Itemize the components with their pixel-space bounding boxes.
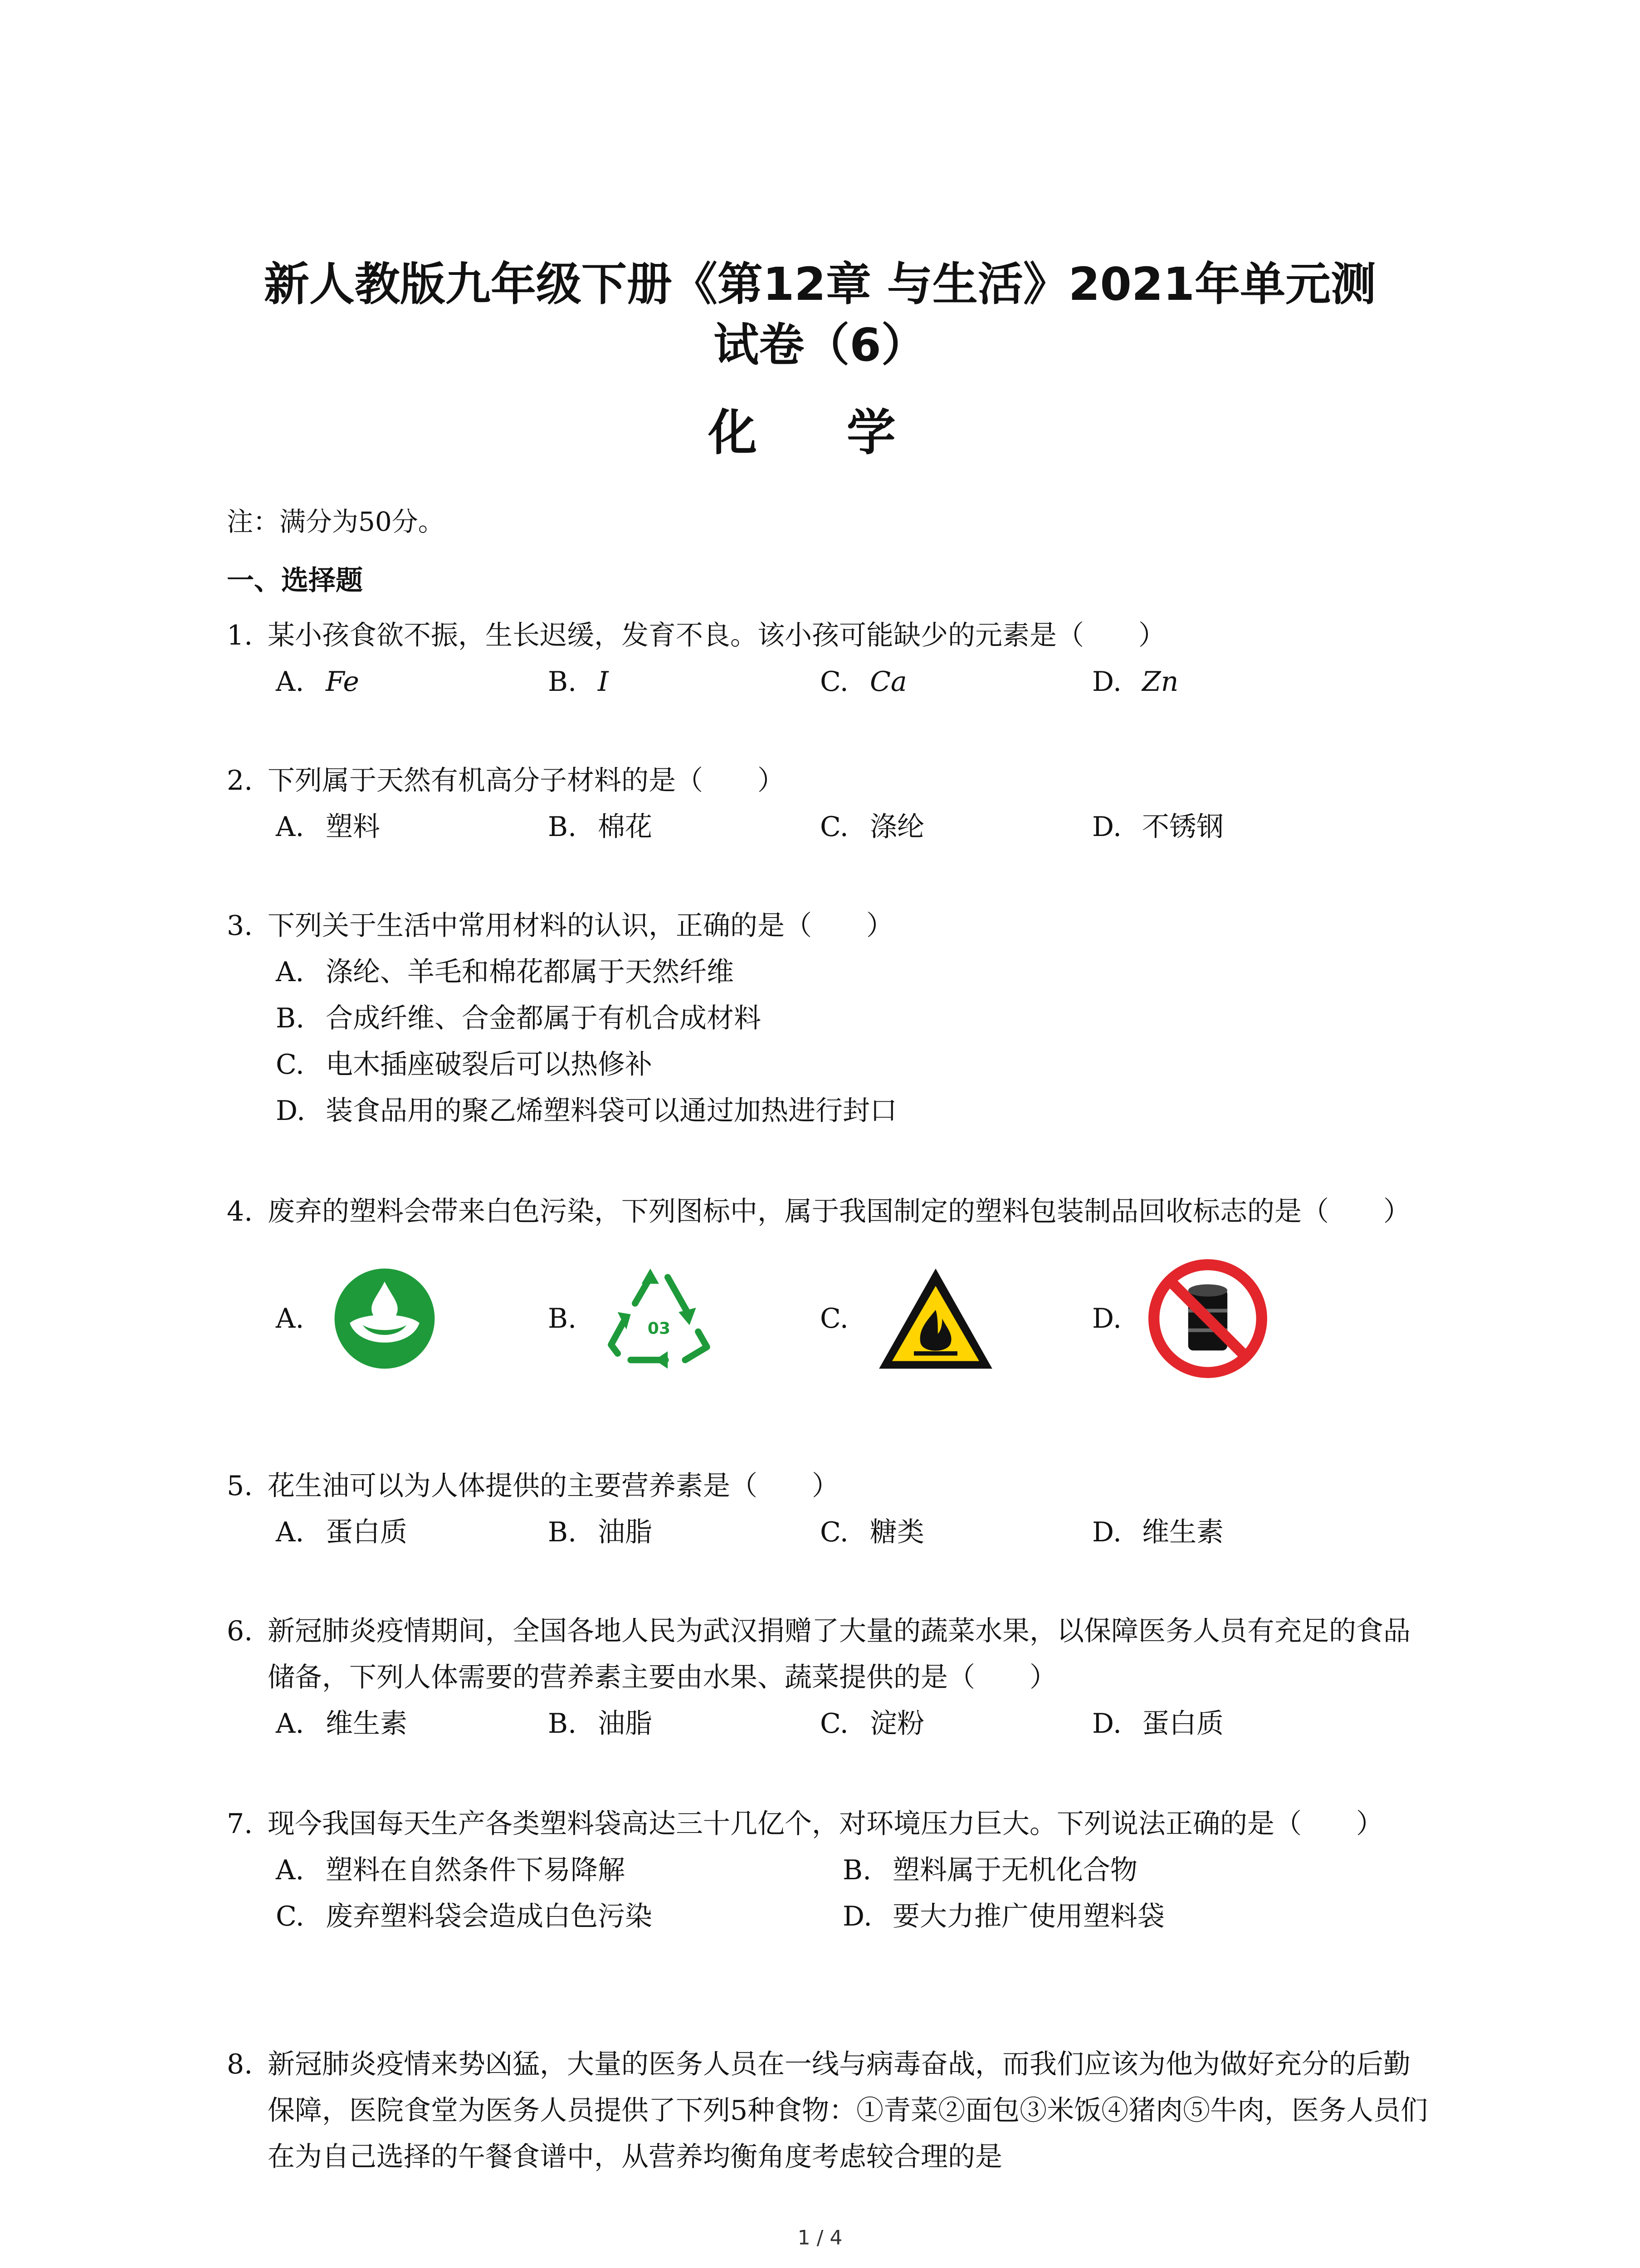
option-c[interactable]: C. bbox=[820, 1264, 1092, 1373]
option-c[interactable]: C. 涤纶 bbox=[820, 811, 924, 843]
title-line-2: 试卷（6） bbox=[713, 318, 927, 371]
question-3 bbox=[227, 903, 1433, 1134]
option-b[interactable]: B. 塑料属于无机化合物 bbox=[843, 1854, 1137, 1886]
option-c[interactable]: C. 废弃塑料袋会造成白色污染 bbox=[276, 1901, 652, 1932]
question-text: 花生油可以为人体提供的主要营养素是（ ） bbox=[268, 1470, 839, 1502]
option-d[interactable]: D. 装食品用的聚乙烯塑料袋可以通过加热进行封口 bbox=[276, 1095, 897, 1127]
options-row bbox=[276, 659, 1433, 705]
option-b[interactable]: B. 油脂 bbox=[548, 1516, 652, 1548]
question-4 bbox=[227, 1188, 1433, 1384]
question-number: 7. bbox=[227, 1808, 253, 1840]
option-d[interactable]: D. 维生素 bbox=[1092, 1516, 1224, 1548]
option-a[interactable]: A. 塑料 bbox=[276, 811, 380, 843]
question-text: 现今我国每天生产各类塑料袋高达三十几亿个，对环境压力巨大。下列说法正确的是（ ） bbox=[268, 1808, 1383, 1840]
option-a[interactable]: A. 蛋白质 bbox=[276, 1516, 407, 1548]
options-column bbox=[276, 949, 1433, 1134]
option-d[interactable]: D. bbox=[1092, 1257, 1364, 1380]
page-number: 1 / 4 bbox=[797, 2226, 843, 2249]
question-number: 3. bbox=[227, 910, 253, 942]
flammable-warning-icon bbox=[874, 1264, 997, 1373]
option-a[interactable]: A. bbox=[276, 1264, 548, 1373]
question-text: 下列属于天然有机高分子材料的是（ ） bbox=[268, 765, 785, 797]
no-oil-drum-icon bbox=[1147, 1257, 1269, 1380]
water-saving-icon bbox=[330, 1264, 439, 1373]
question-text: 下列关于生活中常用材料的认识，正确的是（ ） bbox=[268, 910, 893, 942]
option-d[interactable]: D. 蛋白质 bbox=[1092, 1708, 1224, 1740]
question-number: 4. bbox=[227, 1196, 253, 1227]
options-row bbox=[276, 1509, 1433, 1555]
question-1 bbox=[227, 612, 1433, 705]
question-5 bbox=[227, 1463, 1433, 1555]
question-number: 5. bbox=[227, 1470, 253, 1502]
question-8 bbox=[227, 2041, 1433, 2180]
title-line-1: 新人教版九年级下册《第12章 与生活》2021年单元测 bbox=[264, 258, 1376, 311]
recycle-code-label: 03 bbox=[647, 1319, 671, 1338]
option-b[interactable]: B. 03 bbox=[548, 1264, 820, 1373]
image-options-row bbox=[276, 1253, 1433, 1384]
question-number: 2. bbox=[227, 765, 253, 797]
question-text: 新冠肺炎疫情期间，全国各地人民为武汉捐赠了大量的蔬菜水果，以保障医务人员有充足的食品储备，下列人体需要的营养素主要由水果、蔬菜提供的是（ ） bbox=[268, 1615, 1411, 1693]
option-b[interactable]: B. 棉花 bbox=[548, 811, 652, 843]
question-text: 某小孩食欲不振，生长迟缓，发育不良。该小孩可能缺少的元素是（ ） bbox=[268, 620, 1166, 651]
option-c[interactable]: C. Ca bbox=[820, 666, 907, 698]
option-c[interactable]: C. 淀粉 bbox=[820, 1708, 924, 1740]
document-title bbox=[190, 254, 1450, 376]
options-row bbox=[276, 1701, 1433, 1747]
options-row-2 bbox=[276, 1893, 1433, 1940]
question-7 bbox=[227, 1801, 1433, 1940]
question-6 bbox=[227, 1608, 1433, 1747]
option-a[interactable]: A. 塑料在自然条件下易降解 bbox=[276, 1854, 625, 1886]
option-a[interactable]: A. 涤纶、羊毛和棉花都属于天然纤维 bbox=[276, 956, 734, 988]
option-d[interactable]: D. 不锈钢 bbox=[1092, 811, 1224, 843]
subject-heading: 化 学 bbox=[708, 405, 932, 461]
question-number: 8. bbox=[227, 2048, 253, 2080]
question-text: 新冠肺炎疫情来势凶猛，大量的医务人员在一线与病毒奋战，而我们应该为他为做好充分的后勤保障，医院食堂为医务人员提供了下列5种食物：①青菜②面包③米饭④猪肉⑤牛肉，医务人员们在为自己选择的午餐食谱中，从营养均衡角度考虑较合理的是 bbox=[268, 2048, 1428, 2173]
question-2 bbox=[227, 758, 1433, 850]
option-b[interactable]: B. I bbox=[548, 666, 609, 698]
option-c[interactable]: C. 电木插座破裂后可以热修补 bbox=[276, 1049, 652, 1080]
option-c[interactable]: C. 糖类 bbox=[820, 1516, 924, 1548]
options-row bbox=[276, 804, 1433, 850]
option-b[interactable]: B. 合成纤维、合金都属于有机合成材料 bbox=[276, 1002, 761, 1034]
options-row-1 bbox=[276, 1847, 1433, 1893]
question-number: 1. bbox=[227, 620, 253, 651]
score-note: 注：满分为50分。 bbox=[227, 506, 444, 537]
option-b[interactable]: B. 油脂 bbox=[548, 1708, 652, 1740]
option-d[interactable]: D. 要大力推广使用塑料袋 bbox=[843, 1901, 1165, 1932]
question-text: 废弃的塑料会带来白色污染，下列图标中，属于我国制定的塑料包装制品回收标志的是（ ） bbox=[268, 1196, 1411, 1227]
option-a[interactable]: A. 维生素 bbox=[276, 1708, 407, 1740]
question-number: 6. bbox=[227, 1615, 253, 1647]
section-heading-choice: 一、选择题 bbox=[227, 565, 363, 596]
option-a[interactable]: A. Fe bbox=[276, 666, 359, 698]
option-d[interactable]: D. Zn bbox=[1092, 666, 1179, 698]
recycle-icon bbox=[602, 1264, 716, 1373]
